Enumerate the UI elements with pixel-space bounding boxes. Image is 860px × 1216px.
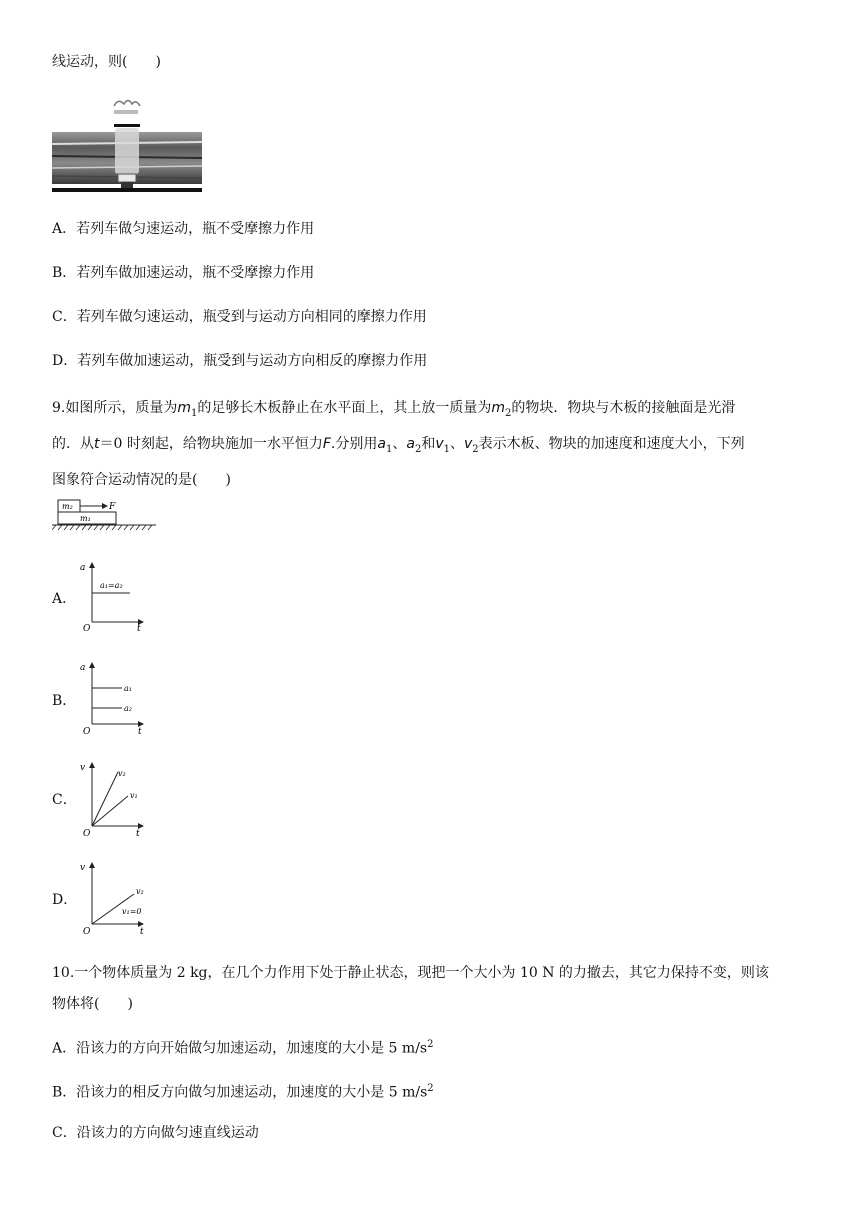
q9-option-a-letter: A． xyxy=(52,591,77,607)
q9-graph-c xyxy=(78,758,150,838)
q8-option-d: D．若列车做加速运动，瓶受到与运动方向相反的摩擦力作用 xyxy=(52,353,428,369)
axis-t-label: t xyxy=(140,927,144,937)
block-m2-label: m₂ xyxy=(62,502,73,511)
q9-option-c-letter: C． xyxy=(52,792,77,808)
axis-a-label: a xyxy=(80,663,86,673)
graph-d-v2-label: v₂ xyxy=(136,887,144,896)
q10-option-b: B．沿该力的相反方向做匀加速运动，加速度的大小是 5 $m/s^2$ xyxy=(52,1083,434,1101)
axis-a-label: a xyxy=(80,563,86,573)
graph-c-v1-label: v₁ xyxy=(130,791,138,800)
axis-v-label: v xyxy=(80,863,86,873)
graph-b-a2-label: a₂ xyxy=(124,704,132,713)
q10-option-c: C．沿该力的方向做匀速直线运动 xyxy=(52,1125,259,1141)
train-bottle-photo xyxy=(52,96,202,198)
force-f-label: F xyxy=(109,502,116,512)
q10-stem: 10.一个物体质量为 2 kg，在几个力作用下处于静止状态，现把一个大小为 10 N 的力撤去，其它力保持不变，则该 物体将( ) xyxy=(52,965,769,1012)
graph-b-a1-label: a₁ xyxy=(124,684,132,693)
q8-option-a: A．若列车做匀速运动，瓶不受摩擦力作用 xyxy=(52,221,315,237)
origin-label: O xyxy=(83,829,91,838)
q9-graph-d xyxy=(78,858,158,938)
origin-label: O xyxy=(83,624,91,632)
axis-t-label: t xyxy=(136,829,140,838)
axis-v-label: v xyxy=(80,763,86,773)
q9-option-b-letter: B． xyxy=(52,693,77,709)
q8-tail-text: 线运动，则( ) xyxy=(52,54,161,70)
q9-block-figure xyxy=(52,496,158,534)
q10-option-a: A．沿该力的方向开始做匀加速运动，加速度的大小是 5 $m/s^2$ xyxy=(52,1039,434,1057)
origin-label: O xyxy=(83,727,91,736)
q9-graph-a xyxy=(78,560,150,632)
origin-label: O xyxy=(83,927,91,937)
block-m1-label: m₁ xyxy=(80,514,91,523)
q9-stem: 9.如图所示，质量为$m_1$的足够长木板静止在水平面上，其上放一质量为$m_2$的物块．物块与木板的接触面是光滑 的．从t＝0 时刻起，给物块施加一水平恒力F.分别用$a_1$、$a_2$和$v_1$、$v_2$表示木板、物块的加速度和速度大小，下列 图象符合运动情况的是( ) xyxy=(52,400,745,488)
q8-option-c: C．若列车做匀速运动，瓶受到与运动方向相同的摩擦力作用 xyxy=(52,309,427,325)
q9-graph-b xyxy=(78,660,150,736)
graph-c-v2-label: v₂ xyxy=(118,769,126,778)
q8-option-b: B．若列车做加速运动，瓶不受摩擦力作用 xyxy=(52,265,315,281)
graph-d-v1-label: v₁=0 xyxy=(122,907,142,916)
q9-option-d-letter: D． xyxy=(52,892,78,908)
axis-t-label: t xyxy=(138,727,142,736)
axis-t-label: t xyxy=(137,624,141,632)
graph-a-line-label: a₁=a₂ xyxy=(100,581,123,590)
